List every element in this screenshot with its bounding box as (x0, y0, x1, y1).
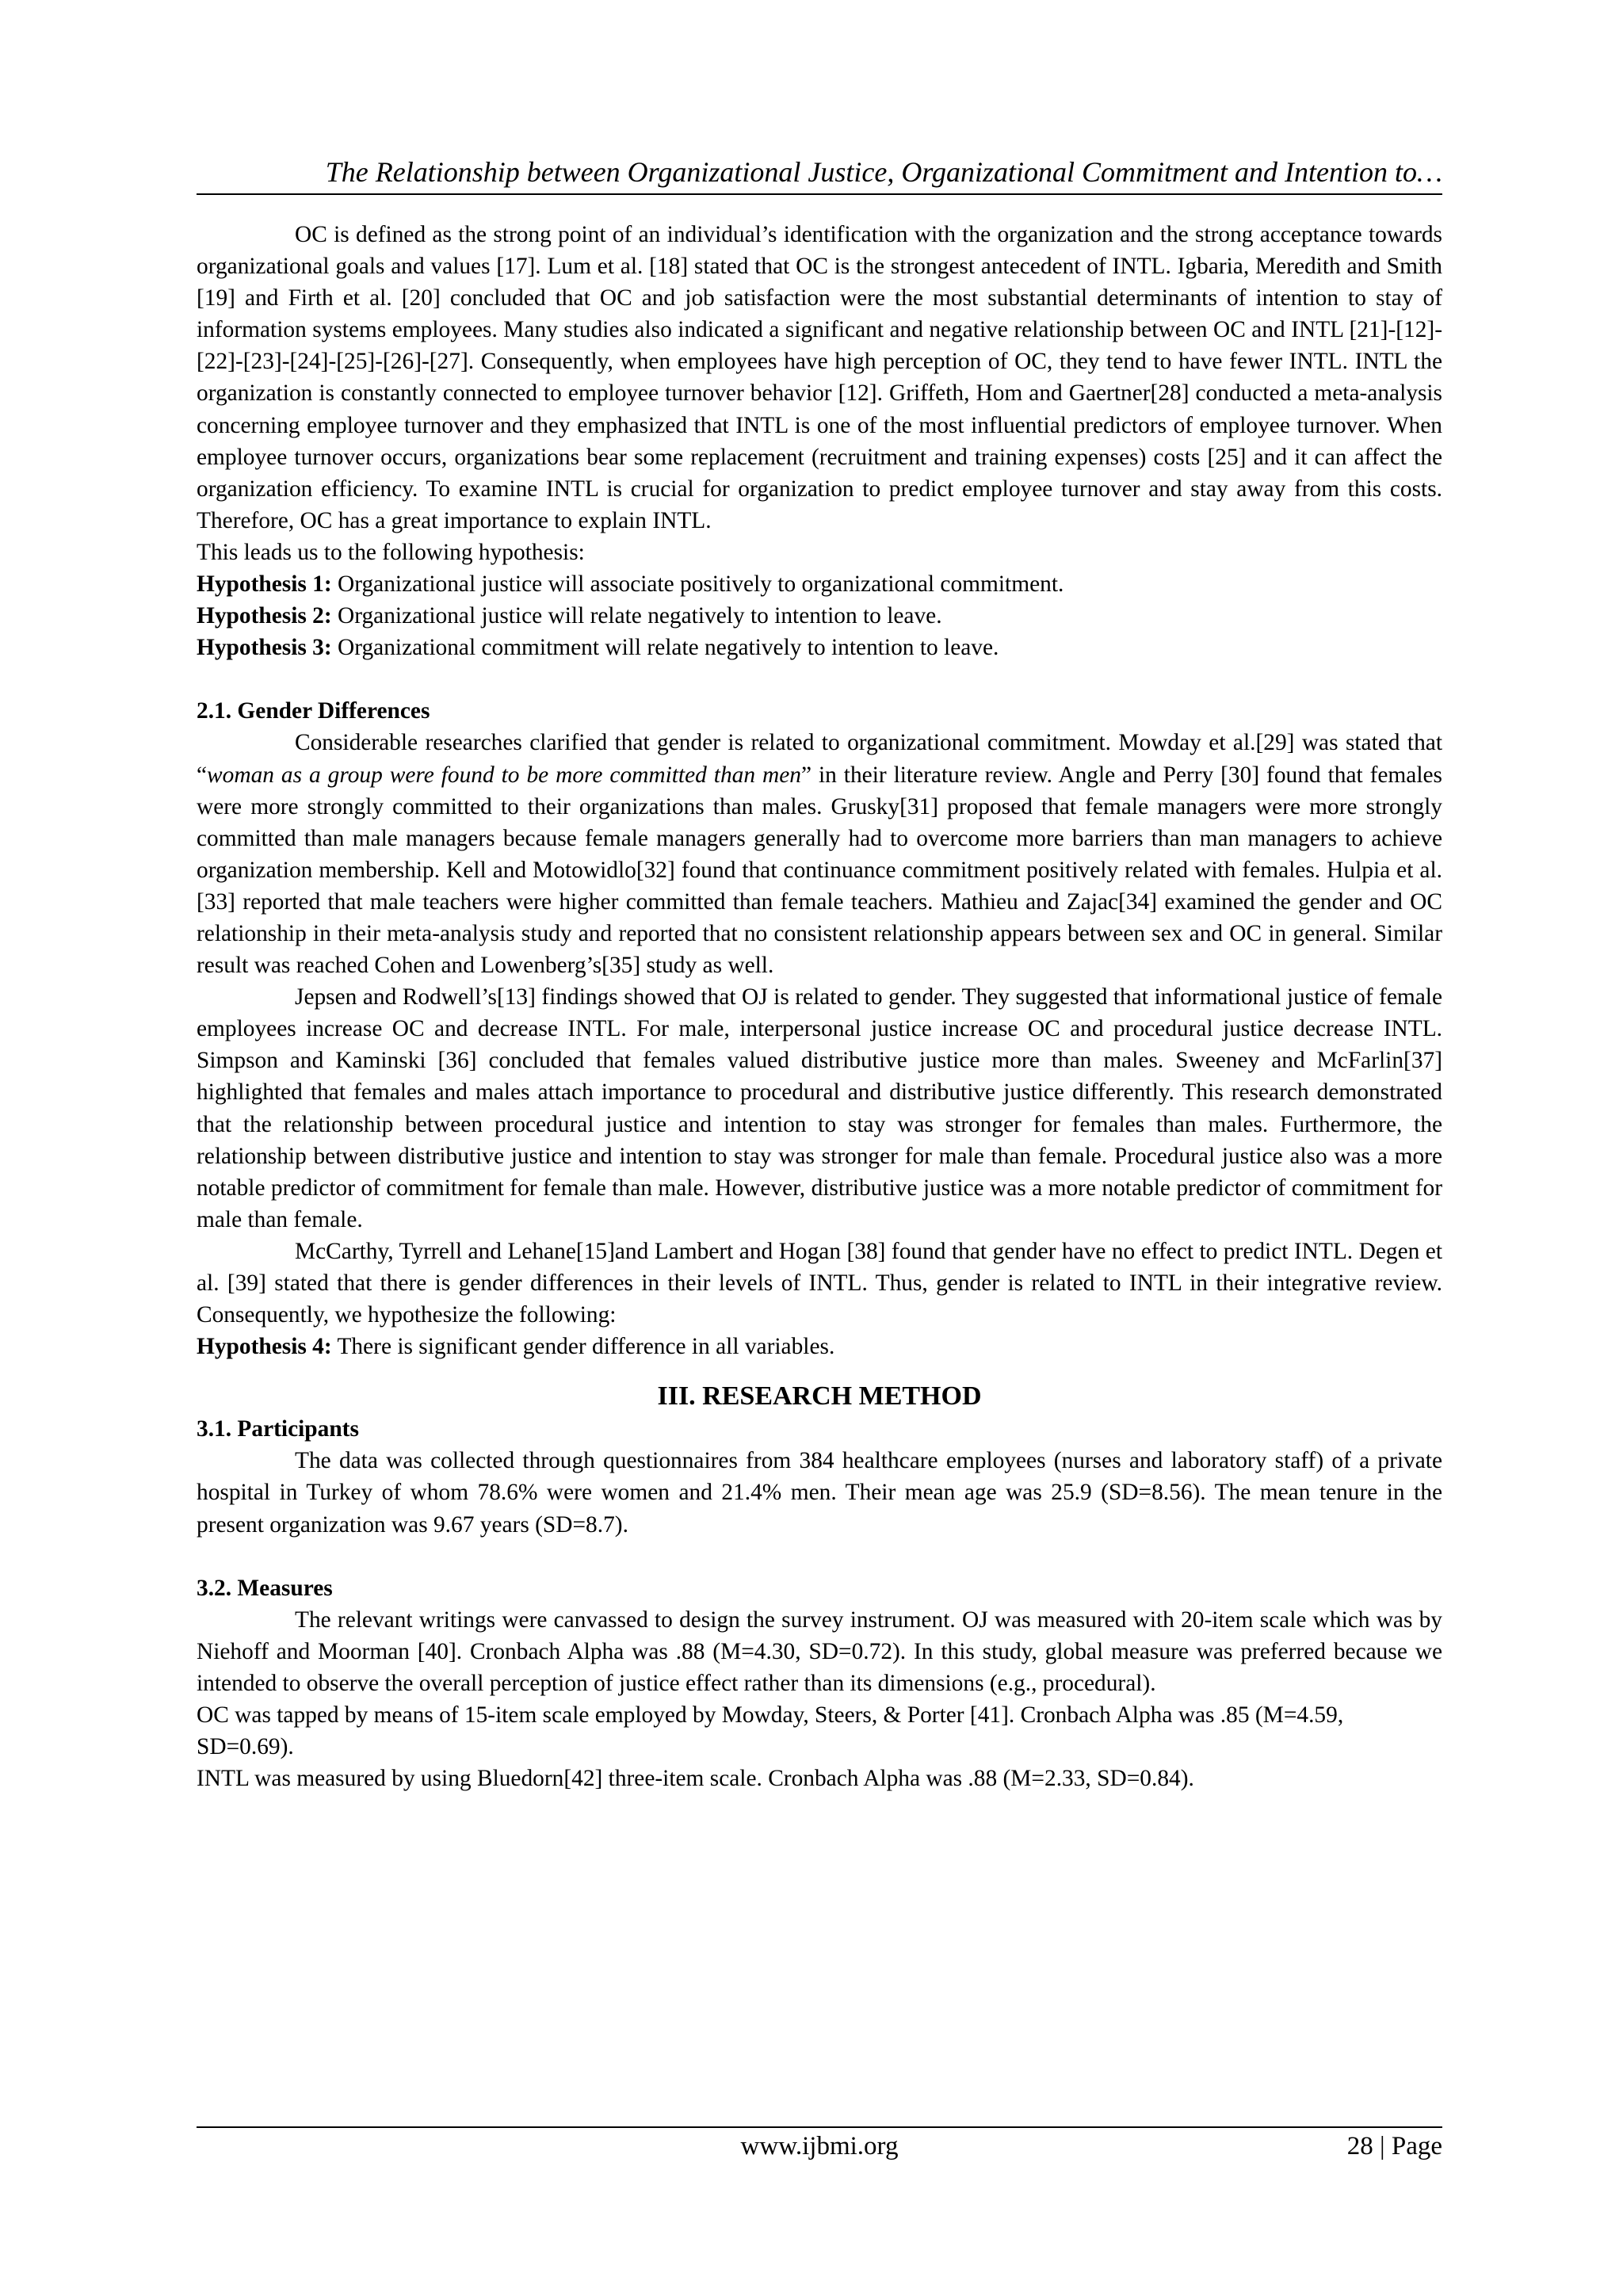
hypothesis-2 (197, 600, 1442, 632)
hypothesis-text: Organizational justice will associate positively to organizational commitment. (331, 571, 1064, 598)
measures-heading: 3.2. Measures (197, 1575, 333, 1601)
hypothesis-1 (197, 568, 1442, 600)
gender-p1-start: Considerable researches clarified that gender is related to organizational commitment. Mowday et al.[29] was stated that “ (197, 730, 1442, 788)
hypothesis-text: There is significant gender difference in all variables. (331, 1334, 835, 1360)
document-page (197, 0, 1442, 2296)
gender-differences-heading: 2.1. Gender Differences (197, 698, 430, 724)
gender-paragraph-2: Jepsen and Rodwell’s[13] findings showed that OJ is related to gender. They suggested that informational justice of female employees increase OC and decrease INTL. For male, interpersonal justice increase OC and procedural justice decrease INTL. Simpson and Kaminski [36] concluded that females valued distributive justice more than males. Sweeney and McFarlin[37] highlighted that females and males attach importance to procedural and distributive justice differently. This research demonstrated that the relationship between procedural justice and intention to stay was stronger for females than males. Furthermore, the relationship between distributive justice and intention to stay was stronger for male than female. Procedural justice also was a more notable predictor of commitment for female than male. However, distributive justice was a more notable predictor of commitment for male than female. (197, 984, 1442, 1232)
gender-p1-end: ” in their literature review. Angle and Perry [30] found that females were more strongly committed to their organizations than males. Grusky[31] proposed that female managers were more strongly committed than male managers because female managers generally had to overcome more barriers than man managers to achieve organization membership. Kell and Motowidlo[32] found that continuance commitment positively related with females. Hulpia et al. [33] reported that male teachers were higher committed than female teachers. Mathieu and Zajac[34] examined the gender and OC relationship in their meta-analysis study and reported that no consistent relationship appears between sex and OC in general. Similar result was reached Cohen and Lowenberg’s[35] study as well. (197, 762, 1442, 979)
footer-website-link[interactable]: www.ijbmi.org (740, 2132, 899, 2160)
hypothesis-4 (197, 1331, 1442, 1362)
running-header: The Relationship between Organizational Justice, Organizational Commitment and Intention to… (325, 156, 1442, 188)
hypothesis-intro: This leads us to the following hypothesis: (197, 539, 585, 565)
research-method-heading: III. RESEARCH METHOD (657, 1381, 982, 1412)
hypothesis-text: Organizational justice will relate negatively to intention to leave. (331, 603, 942, 629)
participants-paragraph: The data was collected through questionnaires from 384 healthcare employees (nurses and laboratory staff) of a private hospital in Turkey of whom 78.6% were women and 21.4% men. Their mean age was 25.9 (SD=8.56). The mean tenure in the present organization was 9.67 years (SD=8.7). (197, 1448, 1442, 1538)
gender-paragraph-1 (197, 727, 1442, 981)
hypothesis-text: Organizational commitment will relate negatively to intention to leave. (331, 635, 999, 661)
header-rule (197, 193, 1442, 195)
gender-p1-quote: woman as a group were found to be more committed than men (207, 762, 801, 788)
measures-paragraph-1: The relevant writings were canvassed to design the survey instrument. OJ was measured with 20-item scale which was by Niehoff and Moorman [40]. Cronbach Alpha was .88 (M=4.30, SD=0.72). In this study, global measure was preferred because we intended to observe the overall perception of justice effect rather than its dimensions (e.g., procedural). (197, 1606, 1442, 1696)
hypothesis-label: Hypothesis 3: (197, 635, 332, 661)
measures-paragraph-3: INTL was measured by using Bluedorn[42] three-item scale. Cronbach Alpha was .88 (M=2.33, SD=0.84). (197, 1766, 1194, 1792)
hypothesis-label: Hypothesis 4: (197, 1334, 332, 1360)
footer-page-number: 28 | Page (1346, 2132, 1442, 2160)
hypothesis-label: Hypothesis 2: (197, 603, 332, 629)
body-content (197, 219, 1442, 1794)
measures-paragraph-2: OC was tapped by means of 15-item scale employed by Mowday, Steers, & Porter [41]. Cronbach Alpha was .85 (M=4.59, SD=0.69). (197, 1702, 1344, 1760)
hypothesis-3 (197, 632, 1442, 663)
footer-rule (197, 2126, 1442, 2128)
hypothesis-label: Hypothesis 1: (197, 571, 332, 598)
gender-paragraph-3: McCarthy, Tyrrell and Lehane[15]and Lambert and Hogan [38] found that gender have no effect to predict INTL. Degen et al. [39] stated that there is gender differences in their levels of INTL. Thus, gender is related to INTL in their integrative review. Consequently, we hypothesize the following: (197, 1238, 1442, 1328)
participants-heading: 3.1. Participants (197, 1416, 359, 1442)
oc-paragraph: OC is defined as the strong point of an individual’s identification with the organization and the strong acceptance towards organizational goals and values [17]. Lum et al. [18] stated that OC is the strongest antecedent of INTL. Igbaria, Meredith and Smith [19] and Firth et al. [20] concluded that OC and job satisfaction were the most substantial determinants of intention to stay of information systems employees. Many studies also indicated a significant and negative relationship between OC and INTL [21]-[12]-[22]-[23]-[24]-[25]-[26]-[27]. Consequently, when employees have high perception of OC, they tend to have fewer INTL. INTL the organization is constantly connected to employee turnover behavior [12]. Griffeth, Hom and Gaertner[28] conducted a meta-analysis concerning employee turnover and they emphasized that INTL is one of the most influential predictors of employee turnover. When employee turnover occurs, organizations bear some replacement (recruitment and training expenses) costs [25] and it can affect the organization efficiency. To examine INTL is crucial for organization to predict employee turnover and stay away from this costs. Therefore, OC has a great importance to explain INTL. (197, 222, 1442, 533)
